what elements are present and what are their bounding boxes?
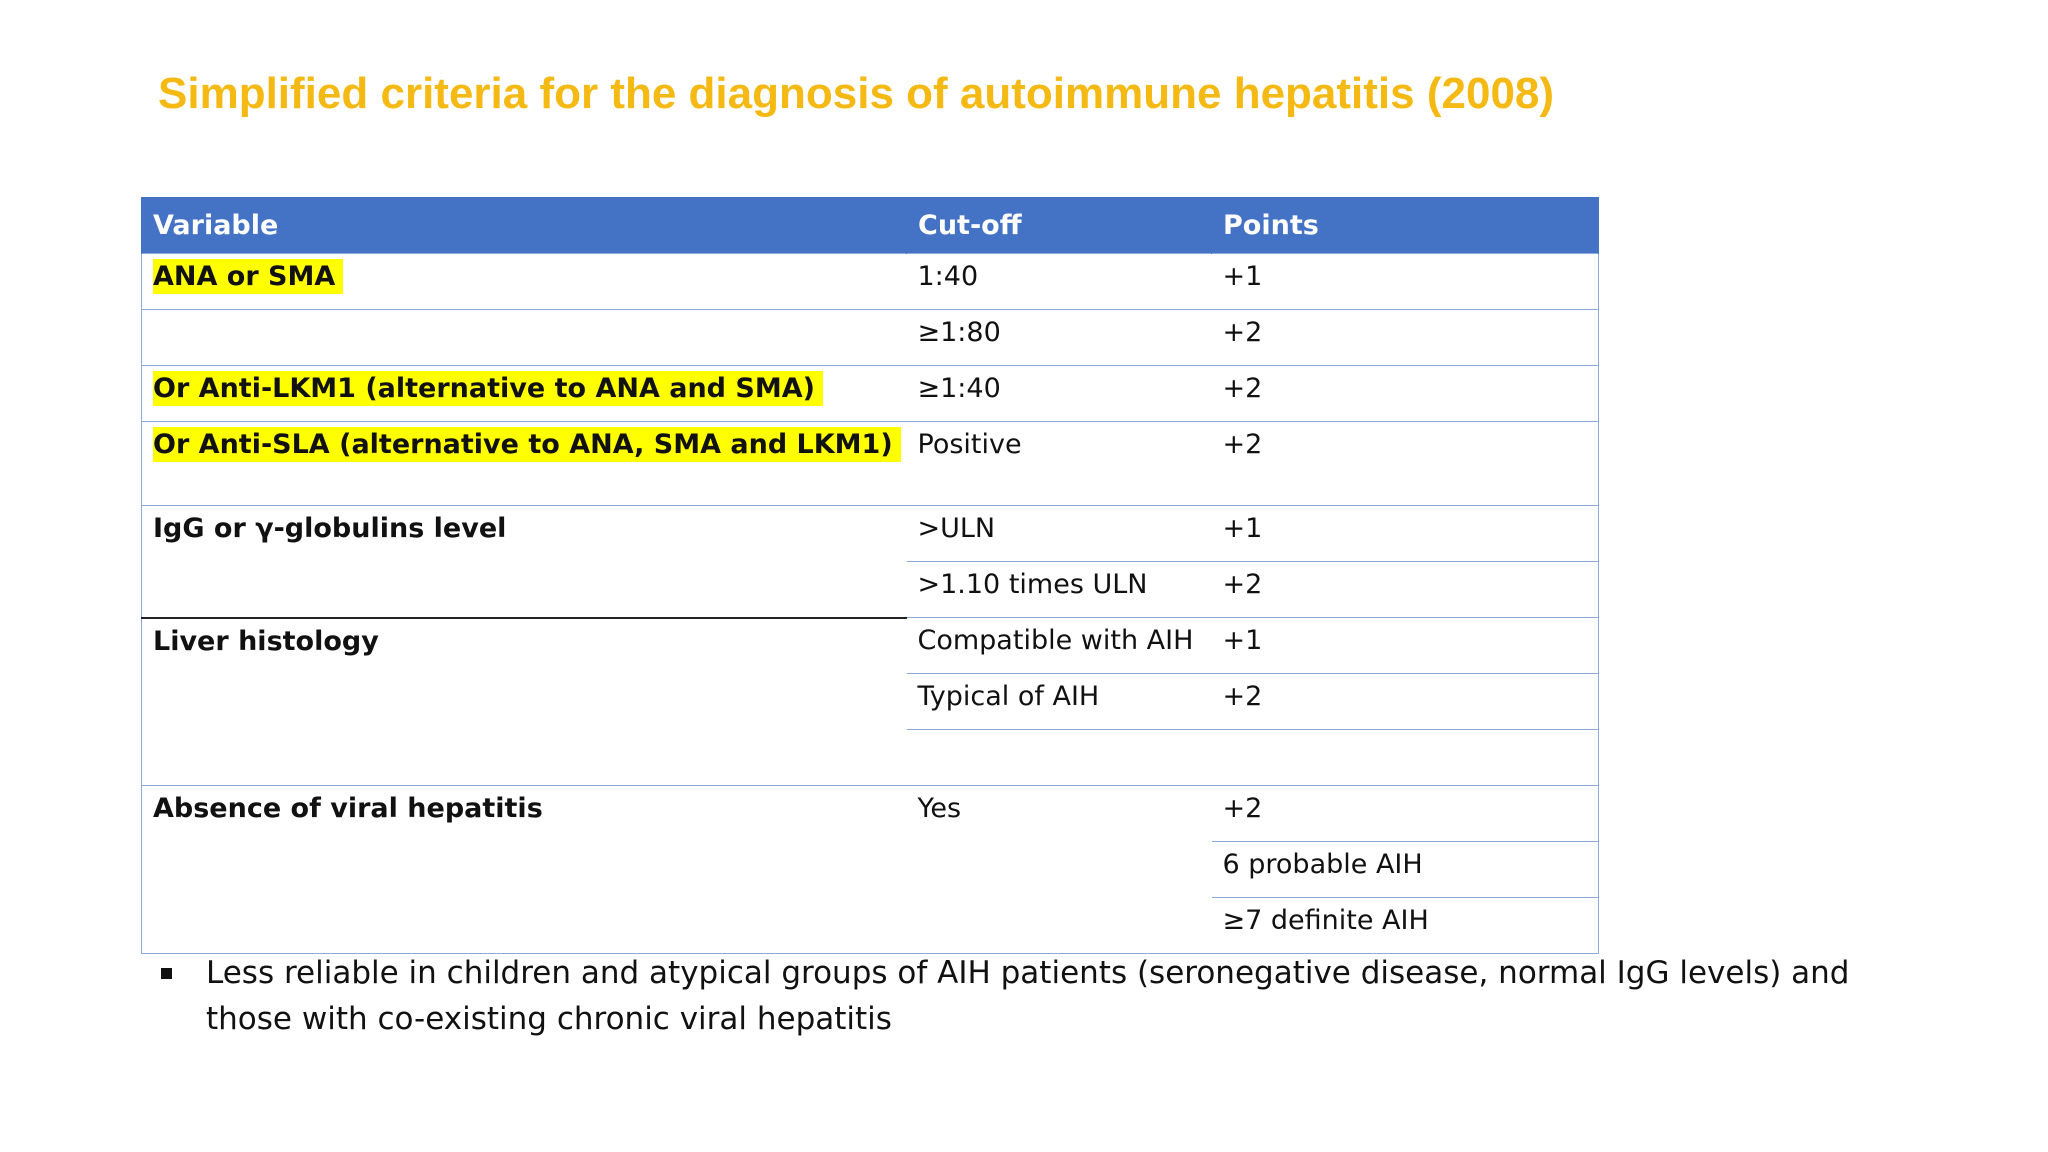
variable-cell <box>142 730 907 786</box>
variable-cell <box>142 842 907 898</box>
highlighted-variable: Or Anti-LKM1 (alternative to ANA and SMA) <box>153 371 823 406</box>
points-cell: +1 <box>1212 618 1599 674</box>
variable-cell: Liver histology <box>142 618 907 674</box>
cutoff-cell: 1:40 <box>907 254 1212 310</box>
table-header-row <box>142 197 1599 254</box>
points-cell: +2 <box>1212 674 1599 730</box>
table-row <box>142 842 1599 898</box>
header-cutoff: Cut-off <box>907 197 1212 254</box>
bullet-note <box>158 950 1898 1042</box>
points-cell: +2 <box>1212 786 1599 842</box>
bullet-text: Less reliable in children and atypical groups of AIH patients (seronegative disease, normal IgG levels) and those with co-existing chronic viral hepatitis <box>206 955 1850 1037</box>
slide-title: Simplified criteria for the diagnosis of autoimmune hepatitis (2008) <box>158 69 1555 118</box>
points-cell: ≥7 definite AIH <box>1212 898 1599 954</box>
table-row <box>142 898 1599 954</box>
points-cell: +1 <box>1212 506 1599 562</box>
table-row <box>142 422 1599 506</box>
cutoff-cell: Compatible with AIH <box>907 618 1212 674</box>
variable-cell <box>142 422 907 506</box>
variable-cell <box>142 254 907 310</box>
square-bullet-icon <box>161 968 172 979</box>
points-cell: +2 <box>1212 422 1599 506</box>
cutoff-cell: ≥1:40 <box>907 366 1212 422</box>
cutoff-cell: Yes <box>907 786 1212 842</box>
header-points: Points <box>1212 197 1599 254</box>
points-cell: +2 <box>1212 562 1599 618</box>
cutoff-cell <box>907 842 1212 898</box>
cutoff-cell <box>907 898 1212 954</box>
table-row <box>142 366 1599 422</box>
highlighted-variable: ANA or SMA <box>153 259 343 294</box>
variable-cell <box>142 310 907 366</box>
cutoff-cell: Typical of AIH <box>907 674 1212 730</box>
variable-cell: IgG or γ-globulins level <box>142 506 907 562</box>
table-row <box>142 674 1599 730</box>
table-row <box>142 310 1599 366</box>
table-row <box>142 562 1599 618</box>
header-variable: Variable <box>142 197 907 254</box>
cutoff-cell: ≥1:80 <box>907 310 1212 366</box>
variable-cell <box>142 898 907 954</box>
variable-cell <box>142 562 907 618</box>
table-row <box>142 730 1599 786</box>
table-row <box>142 254 1599 310</box>
highlighted-variable: Or Anti-SLA (alternative to ANA, SMA and LKM1) <box>153 427 901 462</box>
points-cell: +2 <box>1212 310 1599 366</box>
points-cell <box>1212 730 1599 786</box>
cutoff-cell: >1.10 times ULN <box>907 562 1212 618</box>
table-row <box>142 786 1599 842</box>
criteria-table <box>141 197 1599 954</box>
table-row <box>142 618 1599 674</box>
table-row <box>142 506 1599 562</box>
cutoff-cell <box>907 730 1212 786</box>
points-cell: 6 probable AIH <box>1212 842 1599 898</box>
variable-cell <box>142 674 907 730</box>
variable-cell <box>142 366 907 422</box>
points-cell: +2 <box>1212 366 1599 422</box>
variable-cell: Absence of viral hepatitis <box>142 786 907 842</box>
points-cell: +1 <box>1212 254 1599 310</box>
cutoff-cell: >ULN <box>907 506 1212 562</box>
cutoff-cell: Positive <box>907 422 1212 506</box>
